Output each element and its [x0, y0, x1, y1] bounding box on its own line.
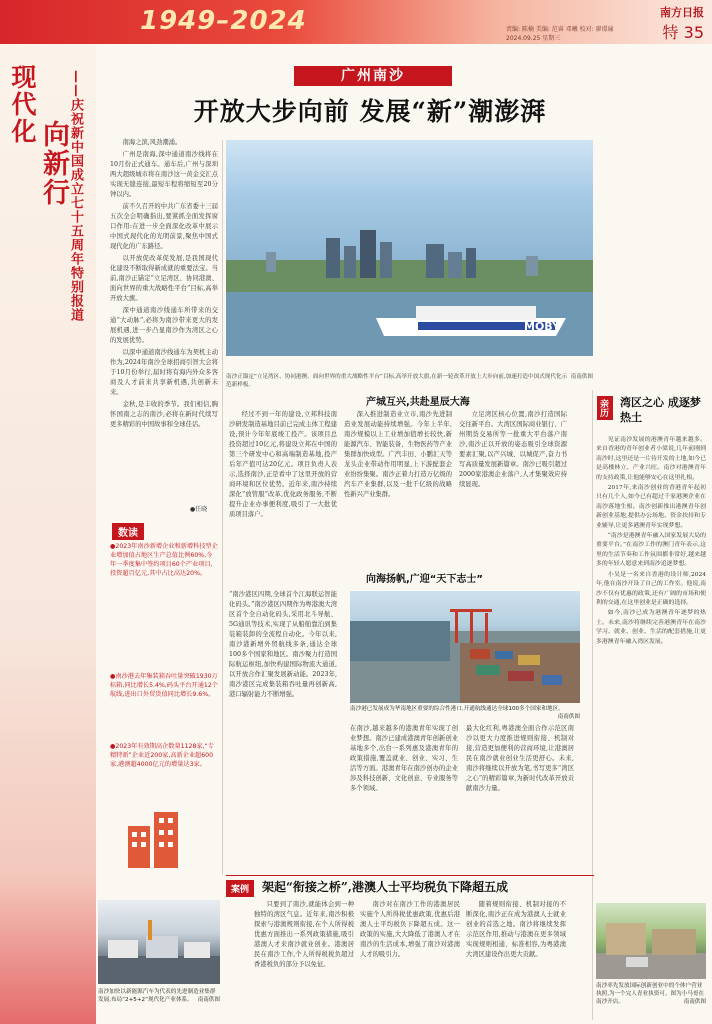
right-rail-paragraph: 2017年,来南沙创业的香港青年起初只有几个人,如今已有超过千家港澳企业在南沙落地生根。南沙创新推出港澳青年创新创业基地,提供办公场地、资金扶持和专业辅导,让更多港澳青年实现梦想。	[596, 485, 706, 529]
photo-caption	[350, 704, 580, 720]
photo-caption	[98, 988, 220, 1004]
section-kicker: 广州南沙	[294, 66, 452, 86]
right-rail-text	[596, 436, 706, 648]
photo-caption-text: 南沙港已发展成为华南地区重要的综合性港口,开通航线通达全球100多个国家和地区。	[350, 706, 564, 712]
number-fact: ●2023年有效期高企数量1128家,“专精特新”企业近200家,高新企业超600家,港澳超4000亿元的增量达3家。	[110, 743, 214, 768]
article-paragraph: 在南沙,越来越多的港澳青年实现了创业梦想。南沙已建成港澳青年创新创业基地多个,出台一系列惠及港澳青年的政策措施,覆盖就业、创业、实习、生活等方面。港澳青年在南沙创办的企业涉及科技创新、文化创意、专业服务等多个领域。	[350, 725, 458, 792]
right-rail-paragraph: “南沙是港澳青年融入国家发展大局的重要平台。”在南沙工作的澳门青年表示,这里的生活节奏和工作氛围都非常好,越来越多的年轻人愿意来到南沙追逐梦想。	[596, 533, 706, 568]
skyline-illustration	[226, 140, 593, 356]
port-illustration	[350, 591, 580, 703]
numbers-heading: 数读	[112, 523, 144, 540]
issue-date: 2024.09.25 星期三	[506, 35, 561, 42]
case-title: 架起“衔接之桥”,港澳人士平均税负下降超五成	[262, 880, 508, 894]
number-fact: ●南沙港去年集装箱吞吐量突破1930万标箱,同比增长5.4%,码头平台开通12个航线,进出口外贸货值同比增长9.6%。	[110, 673, 218, 698]
article-paragraph: 深入推进制造业立市,南沙先进制造业发展动能持续增强。今年上半年,南沙规模以上工业增加值增长较快,新能源汽车、智能装备、生物医药等产业集群加快成型。广汽丰田、小鹏汇天等龙头企业带动作用明显,上下游配套企业纷纷集聚。南沙正着力打造万亿级的汽车产业集群,以及一批千亿级的战略性新兴产业集群。	[344, 411, 452, 498]
photo-credit: 南南供图	[197, 997, 220, 1003]
editor-credits: 责编: 陈楠 美编: 范睿 邓曦 校对: 廖璟瑜	[506, 26, 614, 33]
lead-paragraph: 南海之滨,风劲潮涌。	[122, 139, 182, 146]
case-paragraph: 南沙对在南沙工作的港澳居民实施个人所得税优惠政策,优惠后港澳人士平均税负下降超五成。这一政策的实施,大大降低了港澳人才在南沙的生活成本,增强了南沙对港澳人才的吸引力。	[360, 901, 460, 958]
case-column	[466, 900, 566, 960]
photo-credit: 南南供图	[557, 714, 580, 720]
subheading-2: 向海扬帆,广迎“天下志士”	[366, 574, 483, 585]
ship-lettering: MOBY	[524, 320, 561, 333]
page-number: 特 35	[662, 23, 704, 42]
article-paragraph: “南沙港区四期,全球首个江海联运智能化码头。”南沙港区四期作为粤港澳大湾区首个全自动化码头,采用北斗导航、5G通讯等技术,实现了从船舶靠泊到集装箱装卸的全流程自动化。今年以来,南沙港新增外贸航线多条,通达全球100多个国家和地区。南沙聚力打造国际航运枢纽,加快构建国际物流大通道,以开放合作汇聚发展新动能。2023年,南沙港区完成集装箱吞吐量再创新高,港口辐射能力不断增强。	[229, 591, 337, 698]
right-rail-paragraph: 小吴是一名来自香港的设计师,2024年,他在南沙开设了自己的工作室。他说,南沙不仅有优惠的政策,还有广阔的市场和便利的交通,在这里创业是正确的选择。	[596, 571, 706, 606]
article-paragraph: 立足湾区核心位置,南沙打造国际交往新平台。大湾区国际商业银行、广州期货交易所等一批重大平台落户南沙,南沙正以开放的姿态吸引全球资源要素汇聚,以产兴城、以城促产,奋力书写高质量发展新篇章。南沙已吸引超过2000家港澳企业落户,人才集聚效应持续显现。	[459, 411, 567, 488]
lead-paragraph: 前不久召开的中共广东省委十三届五次全会明确指出,要紧抓全面发挥窗口作用:在进一步全面深化改革中展示中国式现代化的光明前景,聚焦中国式现代化的广东路径。	[110, 203, 218, 250]
case-paragraph: 随着规则衔接、机制对接的不断深化,南沙正在成为港澳人士就业创业的首选之地。南沙将继续发挥示范区作用,推动与港澳在更多领域实现规则相通、标准相容,为粤港澳大湾区建设作出更大贡献。	[466, 901, 566, 958]
right-rail-tag: 亲历	[597, 396, 613, 420]
case-divider	[226, 875, 594, 876]
lead-paragraph: 广州是南海,深中通道南沙线将在10月份正式通车。通车后,广州与深圳两大超级城市将在南沙这一黄金交汇点实现无缝连接,最短车程将缩短至20分钟以内。	[110, 151, 218, 198]
factory-photo	[98, 900, 220, 984]
page-headline: 开放大步向前 发展“新”潮澎湃	[193, 97, 547, 126]
photo-credit: 南南供图	[683, 999, 706, 1005]
photo-caption-text: 南沙正锚定“立足湾区、协同港澳、面向世界的重大战略性平台”目标,高举开放大旗,在新一轮改革开放上大步向前,加速打造中国式现代化示范新样板。	[226, 374, 568, 388]
lead-column	[110, 138, 218, 432]
column-rule	[222, 140, 223, 875]
port-photo	[350, 591, 580, 703]
series-title-line1: 现代化	[8, 64, 37, 145]
number-fact: ●2023年南沙新增企业和新增科技型企业增加值占地区生产总值比例60%,今年一季度集中签约项目60个产业项目,投资超百亿元,其中占比高达20%。	[110, 543, 218, 577]
masthead-banner	[0, 0, 712, 44]
series-title-line2: 向新行	[38, 120, 69, 207]
street-photo	[596, 903, 706, 979]
series-subtitle: ——庆祝新中国成立七十五周年特别报道	[68, 70, 83, 322]
article-column	[466, 724, 574, 794]
building-icon	[124, 806, 184, 868]
photo-caption	[226, 372, 593, 388]
factory-illustration	[98, 900, 220, 984]
photo-caption	[596, 982, 706, 1006]
photo-credit: 南南供图	[570, 374, 593, 380]
right-rail-title: 湾区之心 成逐梦热土	[620, 396, 701, 424]
article-paragraph: 最大化红利,粤港澳全面合作示范区南沙以更大力度推进规则衔接、机制对接,营造更加便利的营商环境,让港澳居民在南沙就业创业生活更舒心。未来,南沙将继续以开放为笔,书写更多“湾区之心”的精彩篇章,为新时代改革开放贡献南沙力量。	[466, 725, 574, 792]
article-column	[350, 724, 458, 794]
article-column	[459, 410, 567, 491]
column-rule	[592, 390, 593, 1020]
article-paragraph: 经过不到一年的建设,立邦科技南沙研发制造基地目前已完成主体工程建设,预计今年年底竣工投产。该项目总投资超过10亿元,将建设立邦在中国的第三个研发中心和高端制造基地,投产后年产值可达20亿元。项目负责人表示,选择南沙,正是看中了这里开放的营商环境和区位优势。近年来,南沙持续深化“放管服”改革,优化政务服务,不断提升企业办事便利度,吸引了一大批优质项目落户。	[229, 411, 337, 518]
lead-paragraph: 金秋,是丰收的季节。我们相信,胸怀国南之志的南沙,必将在新时代续写更多精彩的中国故事和全球佳话。	[110, 401, 218, 428]
photo-caption-text: 南沙加快以新能源汽车为代表的先进制造业集群发展,布局“2+5+2”现代化产业体系。	[98, 989, 216, 1003]
anniversary-years: 1949–2024	[140, 6, 307, 36]
subheading-1: 产城互兴,共赴星辰大海	[366, 397, 470, 408]
case-tag: 案例	[226, 880, 254, 897]
article-column	[229, 410, 337, 521]
right-rail-paragraph: 如今,南沙已成为港澳青年逐梦的热土。未来,南沙将继续完善港澳青年在南沙学习、就业、创业、生活的配套措施,让更多港澳青年融入湾区发展。	[596, 610, 706, 645]
photo-caption-text: 南沙率先发放国际创新创业中的个体户营业执照,为一个完人青业执资可。图为小马哥在南沙开店。	[596, 983, 705, 1005]
lead-paragraph: 以开放促改革促发展,是我国现代化建设不断取得新成就的重要法宝。当前,南沙正锚定“立足湾区、协同港澳、面向世界的重大战略性平台”目标,高举开放大旗。	[110, 255, 218, 302]
case-column	[254, 900, 354, 970]
lead-paragraph: 深中通道南沙线通车所带来的交通“大动脉”,必将为南沙带来更大的发展机遇,进一步凸显南沙作为湾区之心的发展优势。	[110, 307, 218, 344]
street-illustration	[596, 903, 706, 979]
case-column	[360, 900, 460, 960]
case-paragraph: 只要到了南沙,就能体会到一种独特的湾区气息。近年来,南沙积极探索与港澳规则衔接,在个人所得税优惠方面推出一系列政策措施,吸引港澳人才来南沙就业创业。港澳居民在南沙工作,个人所得税税负超过香港税负的部分予以免征。	[254, 901, 354, 968]
skyline-photo	[226, 140, 593, 356]
lead-paragraph: 以深中通道南沙线通车为契机主动作为,2024年南沙全球招商引智大会将于10月份举行,届时将有海内外众多客商及人才前来共享新机遇,共创新未来。	[110, 349, 218, 396]
right-rail-paragraph: 见证南沙发展的港澳青年越来越多。来自香港的青年创业者小梁说,几年前刚到南沙时,这里还是一片待开发的土地,如今已是高楼林立、产业兴旺。南沙对港澳青年的支持政策,让他能够安心在这里扎根。	[596, 437, 706, 481]
newspaper-logo: 南方日报	[660, 6, 704, 19]
article-column	[344, 410, 452, 501]
byline: ●任晓	[190, 506, 208, 513]
article-column	[229, 590, 337, 700]
